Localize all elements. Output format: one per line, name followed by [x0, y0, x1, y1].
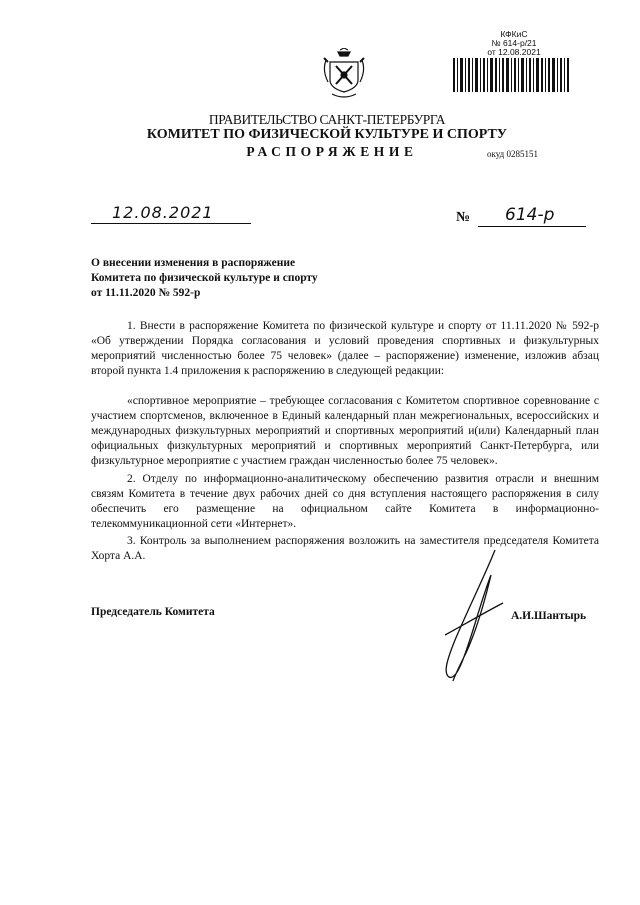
handwritten-signature: [425, 545, 515, 685]
coat-of-arms-icon: [322, 48, 366, 100]
barcode: [453, 58, 569, 92]
stamp-line-1: КФКиС: [500, 29, 528, 39]
okud-code: окуд 0285151: [487, 149, 539, 159]
stamp-line-2: № 614-р/21: [491, 38, 537, 48]
subject-line: от 11.11.2020 № 592-р: [91, 287, 201, 299]
signatory-title: Председатель Комитета: [91, 606, 215, 618]
document-type: РАСПОРЯЖЕНИЕ: [246, 144, 418, 159]
stamp-line-3: от 12.08.2021: [487, 47, 541, 57]
paragraph-3: 3. Контроль за выполнением распоряжения возложить на заместителя председателя Комитета Хорта А.А.: [91, 535, 599, 562]
number-sign: №: [456, 210, 471, 225]
subject-line: Комитета по физической культуре и спорту: [91, 272, 318, 284]
handwritten-date: 12.08.2021: [112, 203, 214, 222]
subject-line: О внесении изменения в распоряжение: [91, 257, 296, 269]
paragraph-2: 2. Отделу по информационно-аналитическому обеспечению развития отрасли и внешним связям Комитета в течение двух рабочих дней со дня вступления настоящего распоряжения в силу обеспечить его размещение на официальном сайте Комитета в информационно-телекоммуникационной сети «Интернет».: [91, 473, 599, 530]
signatory-name: А.И.Шантырь: [511, 610, 587, 622]
document-subject: [91, 256, 318, 301]
paragraph-1-quote: «спортивное мероприятие – требующее согласования с Комитетом спортивное соревнование с участием спортсменов, включенное в Единый календарный план межрегиональных, всероссийских и международных физкультурных мероприятий и спортивных мероприятий и(или) Календарный план официальных физкультурных мероприятий и спортивных мероприятий Санкт-Петербурга, или физкультурное мероприятие с участием граждан численностью более 75 человек».: [91, 395, 599, 467]
committee-heading: КОМИТЕТ ПО ФИЗИЧЕСКОЙ КУЛЬТУРЕ И СПОРТУ: [146, 127, 508, 142]
date-underline: [91, 222, 251, 224]
registration-stamp: [464, 30, 564, 57]
handwritten-number: 614-р: [505, 205, 555, 225]
number-underline: [478, 225, 586, 227]
paragraph-1: 1. Внести в распоряжение Комитета по физической культуре и спорту от 11.11.2020 № 592-р «Об утверждении Порядка согласования и условий проведения спортивных и физкультурных мероприятий численностью более 75 человек» (далее – распоряжение) изменение, изложив абзац второй пункта 1.4 приложения к распоряжению в следующей редакции:: [91, 320, 599, 377]
government-heading: ПРАВИТЕЛЬСТВО САНКТ-ПЕТЕРБУРГА: [208, 112, 446, 127]
